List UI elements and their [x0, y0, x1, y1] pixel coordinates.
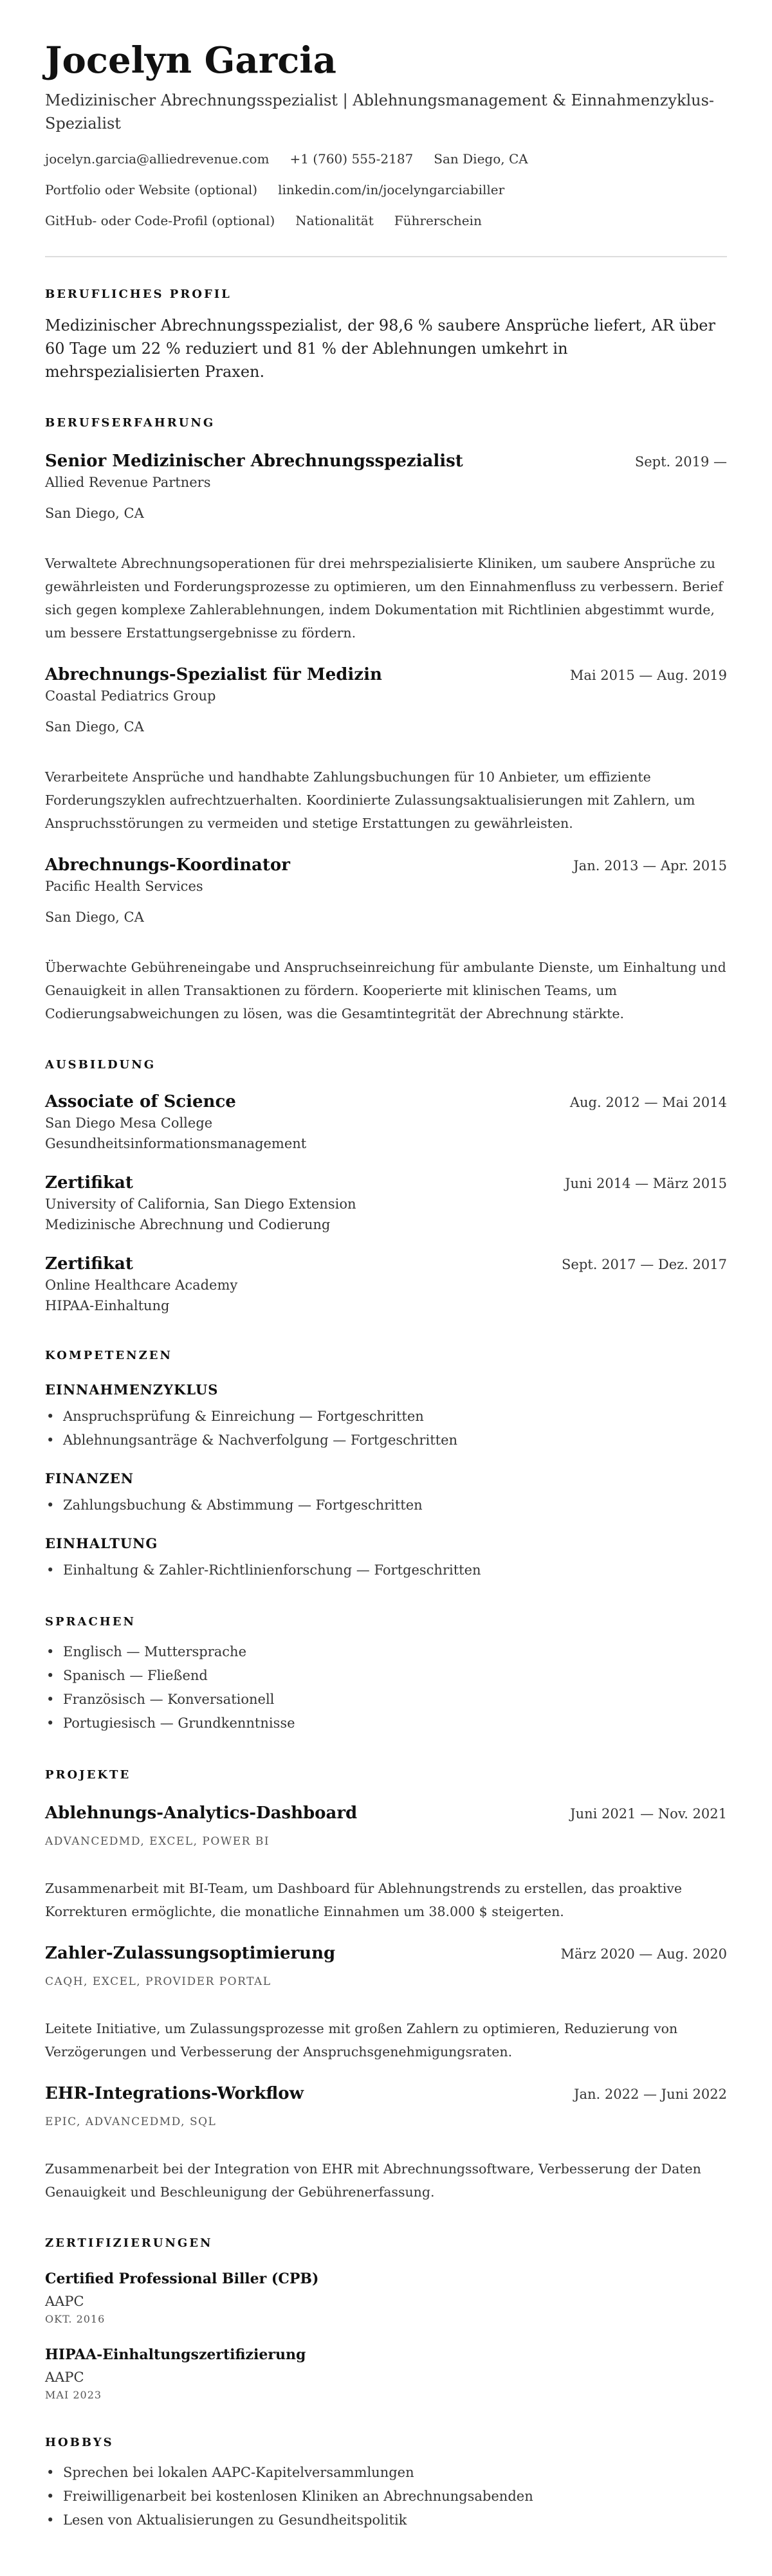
job-company: Allied Revenue Partners	[45, 475, 211, 490]
job-title: Abrechnungs-Spezialist für Medizin	[45, 665, 382, 684]
study-field: Gesundheitsinformationsmanagement	[45, 1136, 307, 1151]
certification-issuer: AAPC	[45, 2370, 84, 2385]
email-link[interactable]: jocelyn.garcia@alliedrevenue.com	[45, 151, 270, 167]
extras-row	[45, 211, 727, 230]
education-section	[45, 1057, 727, 1316]
degree-title: Zertifikat	[45, 1254, 133, 1274]
candidate-name: Jocelyn Garcia	[45, 39, 336, 82]
profile-summary: Medizinischer Abrechnungsspezialist, der 98,6 % saubere Ansprüche liefert, AR über 60 Tage um 22 % reduziert und 81 % der Ablehnungen umkehrt in mehrspezialisierten Praxen.	[45, 316, 715, 381]
skill-group-title: EINNAHMENZYKLUS	[45, 1382, 219, 1398]
skill-item: • Ablehnungsanträge & Nachverfolgung — Fortgeschritten	[63, 1429, 727, 1452]
links-row	[45, 180, 727, 199]
header-divider	[45, 256, 727, 257]
hobby-list	[45, 2461, 727, 2532]
entry-header	[45, 1172, 727, 1194]
entry-header	[45, 1091, 727, 1113]
project-title: Ablehnungs-Analytics-Dashboard	[45, 1804, 358, 1823]
school-name: Online Healthcare Academy	[45, 1277, 238, 1293]
projects-section	[45, 1768, 727, 2204]
certification-entry	[45, 2269, 727, 2327]
project-tech: ADVANCEDMD, EXCEL, POWER BI	[45, 1835, 270, 1848]
study-field: HIPAA-Einhaltung	[45, 1298, 170, 1313]
project-entry	[45, 1942, 727, 2063]
entry-header	[45, 854, 727, 876]
section-title-profile: BERUFLICHES PROFIL	[45, 288, 232, 301]
languages-section	[45, 1614, 727, 1735]
job-date: Jan. 2013 — Apr. 2015	[573, 858, 727, 873]
job-title: Abrechnungs-Koordinator	[45, 855, 290, 875]
job-company: Coastal Pediatrics Group	[45, 688, 216, 704]
entry-header	[45, 664, 727, 686]
linkedin-link[interactable]: linkedin.com/in/jocelyngarciabiller	[278, 182, 505, 197]
project-description: Leitete Initiative, um Zulassungsprozesse mit großen Zahlern zu optimieren, Reduzierung von Verzögerungen und Verbesserung der Anspruchsgenehmigungsraten.	[45, 2021, 678, 2060]
skill-list	[45, 1494, 727, 1517]
language-list	[45, 1640, 727, 1735]
project-entry	[45, 2083, 727, 2204]
contact-row	[45, 149, 727, 169]
school-name: University of California, San Diego Extension	[45, 1196, 356, 1212]
skill-item: • Anspruchsprüfung & Einreichung — Fortgeschritten	[63, 1405, 727, 1429]
skills-section	[45, 1348, 727, 1582]
job-description: Verarbeitete Ansprüche und handhabte Zahlungsbuchungen für 10 Anbieter, um effiziente Forderungszyklen aufrechtzuerhalten. Koordinierte Zulassungsaktualisierungen mit Zahlern, um Anspruchsstörungen zu vermeiden und stetige Erstattungen zu gewährleisten.	[45, 769, 695, 831]
section-title-hobbies: HOBBYS	[45, 2436, 114, 2449]
github-link[interactable]: GitHub- oder Code-Profil (optional)	[45, 213, 275, 228]
license-text: Führerschein	[394, 213, 482, 228]
language-item: • Spanisch — Fließend	[63, 1664, 727, 1688]
job-title: Senior Medizinischer Abrechnungsspezialist	[45, 452, 463, 471]
portfolio-link[interactable]: Portfolio oder Website (optional)	[45, 182, 258, 197]
skill-list	[45, 1405, 727, 1452]
section-title-projects: PROJEKTE	[45, 1768, 131, 1782]
certification-title: HIPAA-Einhaltungszertifizierung	[45, 2346, 306, 2363]
certification-date: MAI 2023	[45, 2389, 102, 2401]
experience-entry	[45, 854, 727, 1025]
skill-group-title: EINHALTUNG	[45, 1535, 158, 1551]
education-entry	[45, 1172, 727, 1235]
job-date: Mai 2015 — Aug. 2019	[569, 668, 727, 683]
nationality-text: Nationalität	[295, 213, 374, 228]
hobbies-section	[45, 2435, 727, 2532]
job-location: San Diego, CA	[45, 506, 144, 521]
job-description: Verwaltete Abrechnungsoperationen für drei mehrspezialisierte Kliniken, um saubere Ansprüche zu gewährleisten und Forderungsprozesse zu optimieren, um den Einnahmenfluss zu verbessern. Berief sich gegen komplexe Zahlerablehnungen, indem Dokumentation mit Richtlinien abgestimmt wurde, um bessere Erstattungsergebnisse zu fördern.	[45, 556, 723, 641]
language-item: • Portugiesisch — Grundkenntnisse	[63, 1712, 727, 1735]
resume-header	[45, 37, 727, 230]
language-item: • Französisch — Konversationell	[63, 1688, 727, 1712]
entry-header	[45, 1802, 727, 1824]
job-location: San Diego, CA	[45, 909, 144, 925]
entry-header	[45, 450, 727, 472]
study-field: Medizinische Abrechnung und Codierung	[45, 1217, 331, 1232]
project-description: Zusammenarbeit bei der Integration von EHR mit Abrechnungssoftware, Verbesserung der Daten Genauigkeit und Beschleunigung der Gebührenerfassung.	[45, 2161, 701, 2200]
experience-section	[45, 416, 727, 1025]
hobby-item: • Lesen von Aktualisierungen zu Gesundheitspolitik	[63, 2508, 727, 2532]
section-title-certifications: ZERTIFIZIERUNGEN	[45, 2236, 213, 2250]
profile-section	[45, 287, 727, 383]
section-title-education: AUSBILDUNG	[45, 1058, 156, 1072]
certifications-section	[45, 2236, 727, 2403]
language-item: • Englisch — Muttersprache	[63, 1640, 727, 1664]
education-date: Sept. 2017 — Dez. 2017	[562, 1257, 727, 1272]
school-name: San Diego Mesa College	[45, 1115, 213, 1131]
education-date: Juni 2014 — März 2015	[565, 1176, 727, 1191]
candidate-headline: Medizinischer Abrechnungsspezialist | Ablehnungsmanagement & Einnahmenzyklus-Spezialist	[45, 91, 715, 132]
project-tech: CAQH, EXCEL, PROVIDER PORTAL	[45, 1975, 271, 1988]
experience-entry	[45, 450, 727, 644]
section-title-skills: KOMPETENZEN	[45, 1349, 172, 1362]
certification-title: Certified Professional Biller (CPB)	[45, 2270, 319, 2287]
job-company: Pacific Health Services	[45, 879, 203, 894]
hobby-item: • Sprechen bei lokalen AAPC-Kapitelversammlungen	[63, 2461, 727, 2485]
section-title-languages: SPRACHEN	[45, 1615, 136, 1629]
certification-date: OKT. 2016	[45, 2313, 106, 2325]
degree-title: Zertifikat	[45, 1173, 133, 1192]
education-entry	[45, 1091, 727, 1154]
entry-header	[45, 2083, 727, 2105]
certification-entry	[45, 2345, 727, 2403]
job-location: San Diego, CA	[45, 719, 144, 735]
project-tech: EPIC, ADVANCEDMD, SQL	[45, 2115, 217, 2128]
job-date: Sept. 2019 —	[634, 454, 727, 470]
skill-list	[45, 1558, 727, 1582]
project-date: Juni 2021 — Nov. 2021	[570, 1806, 727, 1822]
education-entry	[45, 1253, 727, 1316]
certification-issuer: AAPC	[45, 2294, 84, 2309]
education-date: Aug. 2012 — Mai 2014	[569, 1095, 727, 1110]
degree-title: Associate of Science	[45, 1092, 236, 1111]
project-date: März 2020 — Aug. 2020	[560, 1946, 727, 1962]
skill-group-title: FINANZEN	[45, 1470, 134, 1486]
skill-item: • Einhaltung & Zahler-Richtlinienforschung — Fortgeschritten	[63, 1558, 727, 1582]
phone-number: +1 (760) 555-2187	[290, 151, 414, 167]
experience-entry	[45, 664, 727, 835]
entry-header	[45, 1942, 727, 1964]
project-title: EHR-Integrations-Workflow	[45, 2084, 304, 2103]
project-title: Zahler-Zulassungsoptimierung	[45, 1944, 336, 1963]
hobby-item: • Freiwilligenarbeit bei kostenlosen Kliniken an Abrechnungsabenden	[63, 2485, 727, 2508]
project-entry	[45, 1802, 727, 1923]
skill-item: • Zahlungsbuchung & Abstimmung — Fortgeschritten	[63, 1494, 727, 1517]
location-text: San Diego, CA	[434, 151, 528, 167]
section-title-experience: BERUFSERFAHRUNG	[45, 416, 216, 430]
project-date: Jan. 2022 — Juni 2022	[574, 2087, 727, 2102]
entry-header	[45, 1253, 727, 1275]
project-description: Zusammenarbeit mit BI-Team, um Dashboard für Ablehnungstrends zu erstellen, das proaktive Korrekturen ermöglichte, die monatliche Einnahmen um 38.000 $ steigerten.	[45, 1881, 682, 1919]
job-description: Überwachte Gebühreneingabe und Anspruchseinreichung für ambulante Dienste, um Einhaltung und Genauigkeit in allen Transaktionen zu fördern. Kooperierte mit klinischen Teams, um Codierungsabweichungen zu lösen, was die Gesamtintegrität der Abrechnung stärkte.	[45, 960, 726, 1021]
